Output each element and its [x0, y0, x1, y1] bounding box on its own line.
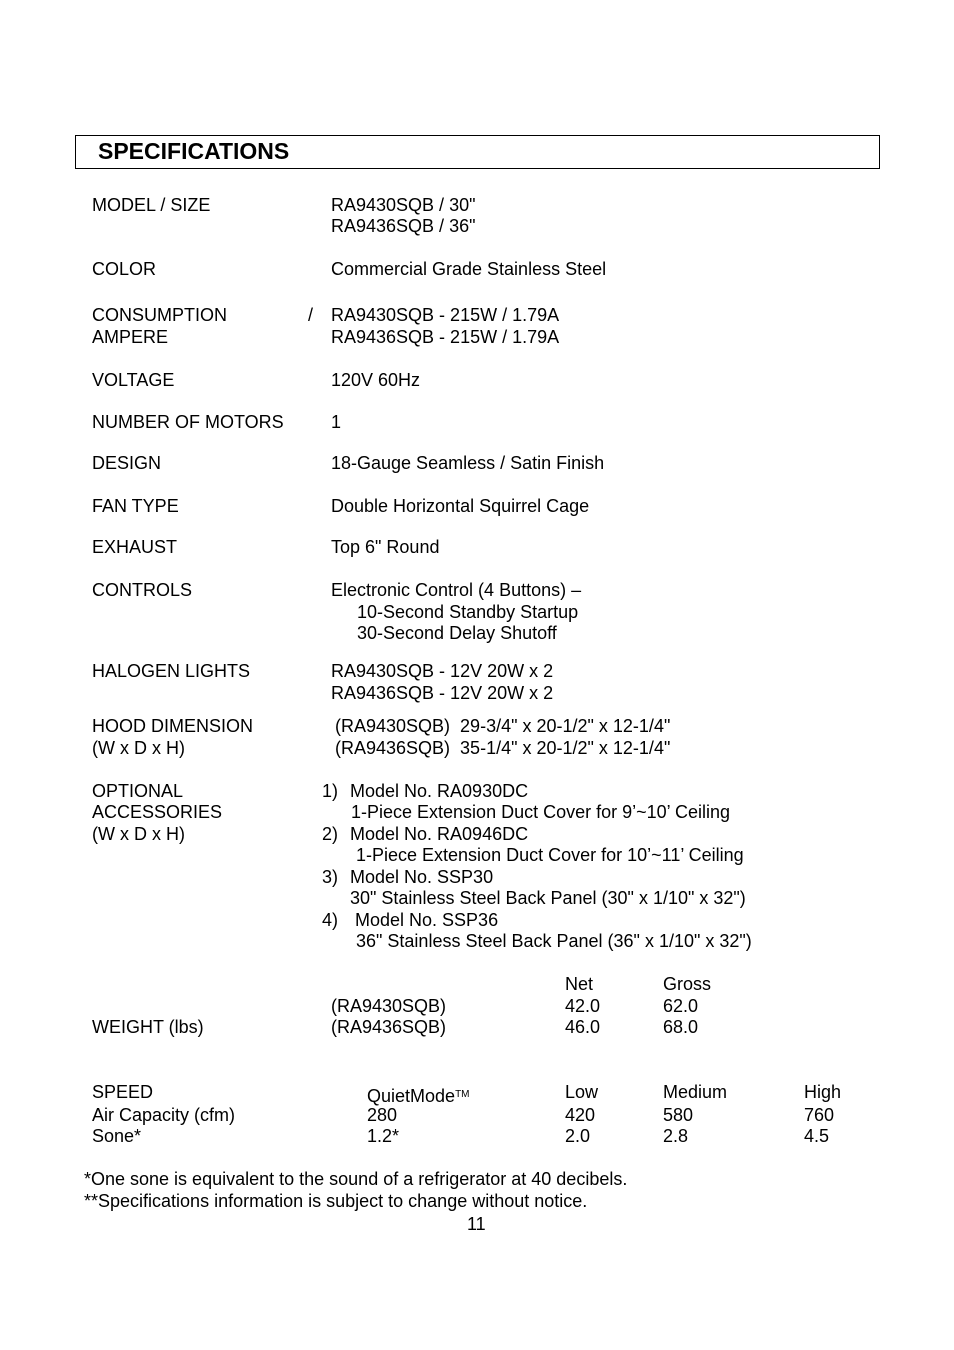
accessory-1-desc: 1-Piece Extension Duct Cover for 9’~10’ Ceiling: [351, 802, 731, 822]
air-capacity-label: Air Capacity (cfm): [92, 1105, 236, 1125]
accessory-1-number: 1): [322, 781, 339, 801]
hood-dimension-sublabel: (W x D x H): [92, 738, 185, 758]
consumption-value-2: RA9436SQB - 215W / 1.79A: [331, 327, 560, 347]
hood-dimension-label: HOOD DIMENSION: [92, 716, 254, 736]
accessories-label-2: ACCESSORIES: [92, 802, 223, 822]
sone-label: Sone*: [92, 1126, 142, 1146]
speed-medium-header: Medium: [663, 1082, 728, 1102]
exhaust-value: Top 6" Round: [331, 537, 440, 557]
accessory-1-model: Model No. RA0930DC: [350, 781, 529, 801]
accessory-4-desc: 36" Stainless Steel Back Panel (36" x 1/10" x 32"): [356, 931, 752, 951]
page-title: SPECIFICATIONS: [98, 138, 290, 164]
sone-quietmode: 1.2*: [367, 1126, 400, 1146]
controls-label: CONTROLS: [92, 580, 193, 600]
footnote-disclaimer: **Specifications information is subject to change without notice.: [84, 1191, 588, 1211]
exhaust-label: EXHAUST: [92, 537, 178, 557]
air-capacity-low: 420: [565, 1105, 596, 1125]
sone-high: 4.5: [804, 1126, 830, 1146]
model-value-1: RA9430SQB / 30": [331, 195, 476, 215]
accessory-4-model: Model No. SSP36: [355, 910, 499, 930]
hood-dimension-value-2: (RA9436SQB) 35-1/4" x 20-1/2" x 12-1/4": [335, 738, 671, 758]
motors-label: NUMBER OF MOTORS: [92, 412, 284, 432]
air-capacity-quietmode: 280: [367, 1105, 398, 1125]
halogen-value-2: RA9436SQB - 12V 20W x 2: [331, 683, 554, 703]
weight-row-1-net: 42.0: [565, 996, 601, 1016]
speed-quietmode-header: [367, 1084, 470, 1107]
hood-dimension-value-1: (RA9430SQB) 29-3/4" x 20-1/2" x 12-1/4": [335, 716, 671, 736]
weight-row-1-model: (RA9430SQB): [331, 996, 447, 1016]
sone-medium: 2.8: [663, 1126, 689, 1146]
weight-row-1-gross: 62.0: [663, 996, 699, 1016]
color-label: COLOR: [92, 259, 157, 279]
weight-row-2-gross: 68.0: [663, 1017, 699, 1037]
voltage-label: VOLTAGE: [92, 370, 175, 390]
controls-value-3: 30-Second Delay Shutoff: [357, 623, 557, 643]
model-label: MODEL / SIZE: [92, 195, 211, 215]
color-value: Commercial Grade Stainless Steel: [331, 259, 607, 279]
footnote-sone: *One sone is equivalent to the sound of a refrigerator at 40 decibels.: [84, 1169, 628, 1189]
voltage-value: 120V 60Hz: [331, 370, 421, 390]
accessory-4-number: 4): [322, 910, 339, 930]
air-capacity-high: 760: [804, 1105, 835, 1125]
weight-row-2-model: (RA9436SQB): [331, 1017, 447, 1037]
fan-type-label: FAN TYPE: [92, 496, 179, 516]
weight-net-header: Net: [565, 974, 594, 994]
fan-type-value: Double Horizontal Squirrel Cage: [331, 496, 590, 516]
air-capacity-medium: 580: [663, 1105, 694, 1125]
motors-value: 1: [331, 412, 342, 432]
halogen-label: HALOGEN LIGHTS: [92, 661, 251, 681]
sone-low: 2.0: [565, 1126, 591, 1146]
ampere-label: AMPERE: [92, 327, 169, 347]
accessory-2-number: 2): [322, 824, 339, 844]
weight-row-2-net: 46.0: [565, 1017, 601, 1037]
halogen-value-1: RA9430SQB - 12V 20W x 2: [331, 661, 554, 681]
weight-gross-header: Gross: [663, 974, 712, 994]
design-value: 18-Gauge Seamless / Satin Finish: [331, 453, 605, 473]
consumption-value-1: RA9430SQB - 215W / 1.79A: [331, 305, 560, 325]
consumption-slash: /: [308, 305, 314, 325]
model-value-2: RA9436SQB / 36": [331, 216, 476, 236]
consumption-label: CONSUMPTION: [92, 305, 227, 325]
quietmode-label: QuietMode: [367, 1086, 456, 1106]
design-label: DESIGN: [92, 453, 162, 473]
controls-value-2: 10-Second Standby Startup: [357, 602, 579, 622]
page-number: 11: [467, 1214, 486, 1234]
trademark-mark: TM: [455, 1089, 470, 1100]
accessories-label-3: (W x D x H): [92, 824, 185, 844]
section-header-box: [75, 135, 880, 169]
speed-low-header: Low: [565, 1082, 599, 1102]
speed-header: SPEED: [92, 1082, 154, 1102]
speed-high-header: High: [804, 1082, 842, 1102]
accessory-2-desc: 1-Piece Extension Duct Cover for 10’~11’ Ceiling: [356, 845, 744, 865]
accessories-label-1: OPTIONAL: [92, 781, 184, 801]
accessory-3-number: 3): [322, 867, 339, 887]
accessory-2-model: Model No. RA0946DC: [350, 824, 529, 844]
accessory-3-desc: 30" Stainless Steel Back Panel (30" x 1/10" x 32"): [350, 888, 746, 908]
accessory-3-model: Model No. SSP30: [350, 867, 494, 887]
weight-label: WEIGHT (lbs): [92, 1017, 204, 1037]
controls-value-1: Electronic Control (4 Buttons) –: [331, 580, 582, 600]
